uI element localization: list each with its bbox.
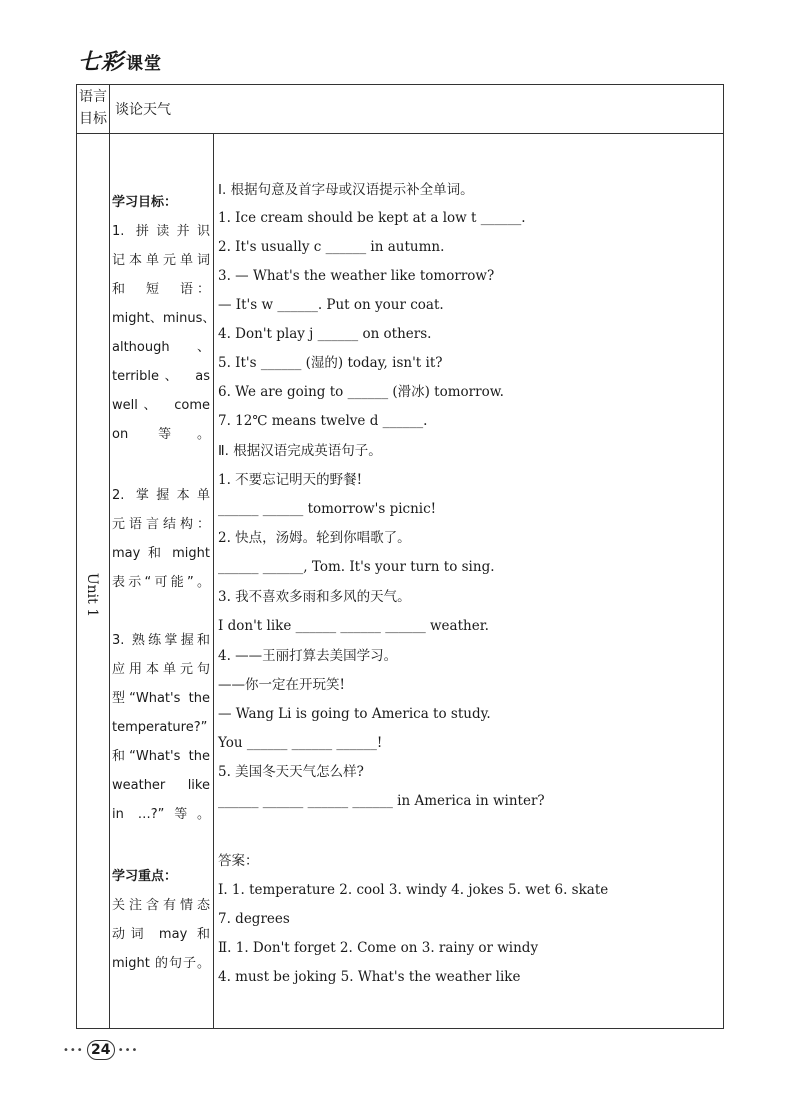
exercise-item: 6. We are going to ______ (滑冰) tomorrow. <box>218 384 504 400</box>
table-row-divider <box>76 133 724 134</box>
section-1-title: Ⅰ. 根据句意及首字母或汉语提示补全单词。 <box>218 182 474 198</box>
goal1-line: well、 come <box>112 398 210 413</box>
page-number: 24 <box>87 1040 115 1060</box>
goal3-line: weather like <box>112 778 210 793</box>
focus-line: 动词 may 和 <box>112 927 210 942</box>
goal-3 <box>112 626 210 829</box>
exercise-item: 2. 快点，汤姆。轮到你唱歌了。 <box>218 530 411 546</box>
exercise-item: 3. 我不喜欢多雨和多风的天气。 <box>218 589 411 605</box>
goal1-line: on 等。 <box>112 427 210 442</box>
goal3-line: 应用本单元句 <box>112 662 210 677</box>
page-dots-left: ••• <box>63 1044 84 1056</box>
goal3-line: in …?”等。 <box>112 807 210 822</box>
answer-line: 7. degrees <box>218 911 290 927</box>
goal1-line: 1. 拼读并识 <box>112 224 210 239</box>
exercise-item: 7. 12℃ means twelve d ______. <box>218 413 428 429</box>
exercise-item: 1. Ice cream should be kept at a low t ______. <box>218 210 526 226</box>
exercise-item: ______ ______ ______ ______ in America in winter? <box>218 793 545 809</box>
exercise-item: 4. Don't play j ______ on others. <box>218 326 432 342</box>
goal2-line: may 和 might <box>112 546 210 561</box>
exercise-item: 5. It's ______ (湿的) today, isn't it? <box>218 355 443 371</box>
answer-line: 4. must be joking 5. What's the weather like <box>218 969 521 985</box>
goal2-line: 2. 掌握本单 <box>112 488 210 503</box>
answer-line: Ⅱ. 1. Don't forget 2. Come on 3. rainy or windy <box>218 940 539 956</box>
exercise-item: You ______ ______ ______! <box>218 735 383 751</box>
exercise-item: 5. 美国冬天天气怎么样? <box>218 764 364 780</box>
page-number-badge <box>63 1040 138 1060</box>
goal3-line: 型“What's the <box>112 691 210 706</box>
section-2-title: Ⅱ. 根据汉语完成英语句子。 <box>218 443 382 459</box>
goal1-line: although、 <box>112 340 210 355</box>
exercise-item: 1. 不要忘记明天的野餐! <box>218 472 363 488</box>
goal-2 <box>112 481 210 597</box>
exercise-item: ——你一定在开玩笑! <box>218 677 345 693</box>
logo-text: 七彩 <box>78 50 125 75</box>
exercise-item: — It's w ______. Put on your coat. <box>218 297 444 313</box>
learning-goals-title <box>112 188 210 217</box>
unit-label: Unit 1 <box>84 572 100 618</box>
exercise-item: 3. — What's the weather like tomorrow? <box>218 268 495 284</box>
language-goal-label <box>78 86 108 130</box>
goal3-line: 和“What's the <box>112 749 210 764</box>
goals-title: 学习目标： <box>112 195 178 210</box>
goal1-line: 和 短 语： <box>112 282 210 297</box>
focus-line: might 的句子。 <box>112 956 210 971</box>
page-dots-right: ••• <box>117 1044 139 1056</box>
exercise-item: — Wang Li is going to America to study. <box>218 706 491 722</box>
goal1-line: terrible、 as <box>112 369 210 384</box>
language-goal: 谈论天气 <box>115 102 171 118</box>
goal1-line: might、minus、 <box>112 311 216 326</box>
goal2-line: 表示“可能”。 <box>112 575 210 590</box>
exercise-item: ______ ______, Tom. It's your turn to sing. <box>218 559 495 575</box>
learning-focus <box>112 862 210 978</box>
table-col-divider-1 <box>109 84 110 1029</box>
answer-line: Ⅰ. 1. temperature 2. cool 3. windy 4. jokes 5. wet 6. skate <box>218 882 609 898</box>
goal-1 <box>112 217 216 449</box>
label-line-1: 语言 <box>79 89 107 105</box>
answers-title: 答案： <box>218 853 259 869</box>
focus-line: 关注含有情态 <box>112 898 210 913</box>
logo-subtext: 课堂 <box>126 54 163 74</box>
label-line-2: 目标 <box>79 111 107 127</box>
exercise-item: ______ ______ tomorrow's picnic! <box>218 501 437 517</box>
goal2-line: 元语言结构： <box>112 517 210 532</box>
goal1-line: 记本单元单词 <box>112 253 210 268</box>
exercise-item: I don't like ______ ______ ______ weather. <box>218 618 489 634</box>
goal3-line: temperature?” <box>112 720 208 735</box>
table-col-divider-2 <box>213 134 214 1029</box>
focus-title: 学习重点： <box>112 869 178 884</box>
goal3-line: 3. 熟练掌握和 <box>112 633 210 648</box>
exercise-item: 2. It's usually c ______ in autumn. <box>218 239 445 255</box>
publisher-logo <box>78 50 162 77</box>
exercise-item: 4. ——王丽打算去美国学习。 <box>218 648 398 664</box>
